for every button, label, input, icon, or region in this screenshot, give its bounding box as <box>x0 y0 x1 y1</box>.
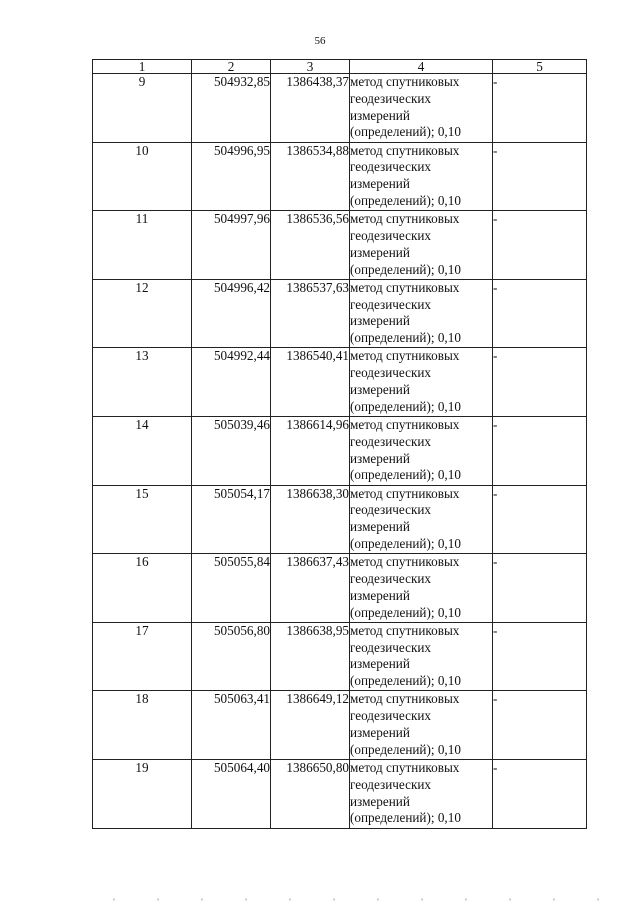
y-coordinate-cell: 1386650,80 <box>271 759 350 828</box>
y-coordinate-cell: 1386537,63 <box>271 279 350 348</box>
table-row <box>93 691 587 760</box>
note-cell: - <box>493 691 587 760</box>
point-number-cell: 18 <box>93 691 192 760</box>
method-line: геодезических <box>350 227 432 243</box>
x-coordinate-cell: 504997,96 <box>192 211 271 280</box>
x-coordinate-cell: 505039,46 <box>192 416 271 485</box>
header-col-2: 2 <box>192 60 271 74</box>
point-number-cell: 10 <box>93 142 192 211</box>
method-line: метод спутниковых <box>350 759 460 775</box>
note-cell: - <box>493 74 587 143</box>
method-line: измерений <box>350 381 410 397</box>
note-cell: - <box>493 348 587 417</box>
table-row <box>93 279 587 348</box>
method-line: измерений <box>350 107 410 123</box>
method-line: геодезических <box>350 776 432 792</box>
x-coordinate-cell: 505063,41 <box>192 691 271 760</box>
y-coordinate-cell: 1386540,41 <box>271 348 350 417</box>
header-col-4: 4 <box>350 60 493 74</box>
y-coordinate-cell: 1386637,43 <box>271 554 350 623</box>
method-line: (определений); 0,10 <box>350 261 461 277</box>
point-number-cell: 15 <box>93 485 192 554</box>
method-line: (определений); 0,10 <box>350 810 461 826</box>
method-cell <box>350 416 493 485</box>
note-cell: - <box>493 622 587 691</box>
scan-artifact-marks <box>92 898 612 901</box>
method-line: геодезических <box>350 708 432 724</box>
note-cell: - <box>493 142 587 211</box>
method-line: измерений <box>350 724 410 740</box>
method-cell <box>350 211 493 280</box>
header-col-1: 1 <box>93 60 192 74</box>
table-row <box>93 211 587 280</box>
method-line: (определений); 0,10 <box>350 330 461 346</box>
method-line: (определений); 0,10 <box>350 604 461 620</box>
method-cell <box>350 348 493 417</box>
method-line: метод спутниковых <box>350 348 460 364</box>
point-number-cell: 11 <box>93 211 192 280</box>
y-coordinate-cell: 1386438,37 <box>271 74 350 143</box>
table-row <box>93 348 587 417</box>
table-row <box>93 74 587 143</box>
y-coordinate-cell: 1386638,95 <box>271 622 350 691</box>
method-line: измерений <box>350 793 410 809</box>
method-line: геодезических <box>350 159 432 175</box>
y-coordinate-cell: 1386534,88 <box>271 142 350 211</box>
method-line: (определений); 0,10 <box>350 124 461 140</box>
table-body <box>93 74 587 829</box>
point-number-cell: 17 <box>93 622 192 691</box>
y-coordinate-cell: 1386536,56 <box>271 211 350 280</box>
method-line: (определений); 0,10 <box>350 673 461 689</box>
table-header <box>93 60 587 74</box>
method-line: (определений); 0,10 <box>350 192 461 208</box>
method-line: измерений <box>350 519 410 535</box>
method-line: геодезических <box>350 570 432 586</box>
method-line: геодезических <box>350 296 432 312</box>
method-cell <box>350 691 493 760</box>
method-line: (определений); 0,10 <box>350 467 461 483</box>
x-coordinate-cell: 505054,17 <box>192 485 271 554</box>
method-line: геодезических <box>350 90 432 106</box>
method-line: метод спутниковых <box>350 74 460 89</box>
note-cell: - <box>493 759 587 828</box>
point-number-cell: 13 <box>93 348 192 417</box>
header-col-3: 3 <box>271 60 350 74</box>
method-line: метод спутниковых <box>350 416 460 432</box>
method-cell <box>350 622 493 691</box>
note-cell: - <box>493 554 587 623</box>
note-cell: - <box>493 485 587 554</box>
method-line: геодезических <box>350 502 432 518</box>
method-cell <box>350 74 493 143</box>
method-line: метод спутниковых <box>350 485 460 501</box>
header-row <box>93 60 587 74</box>
table-row <box>93 622 587 691</box>
method-line: метод спутниковых <box>350 211 460 227</box>
note-cell: - <box>493 416 587 485</box>
method-line: (определений); 0,10 <box>350 741 461 757</box>
coordinates-table <box>92 59 587 829</box>
method-line: измерений <box>350 587 410 603</box>
method-line: измерений <box>350 656 410 672</box>
note-cell: - <box>493 279 587 348</box>
method-cell <box>350 554 493 623</box>
method-line: метод спутниковых <box>350 622 460 638</box>
method-cell <box>350 142 493 211</box>
x-coordinate-cell: 504932,85 <box>192 74 271 143</box>
method-line: геодезических <box>350 433 432 449</box>
point-number-cell: 9 <box>93 74 192 143</box>
method-cell <box>350 279 493 348</box>
method-line: геодезических <box>350 639 432 655</box>
method-line: измерений <box>350 450 410 466</box>
table-row <box>93 416 587 485</box>
x-coordinate-cell: 505064,40 <box>192 759 271 828</box>
method-line: геодезических <box>350 365 432 381</box>
y-coordinate-cell: 1386649,12 <box>271 691 350 760</box>
method-line: измерений <box>350 313 410 329</box>
point-number-cell: 16 <box>93 554 192 623</box>
page-number: 56 <box>314 35 326 47</box>
method-cell <box>350 485 493 554</box>
point-number-cell: 12 <box>93 279 192 348</box>
method-line: метод спутниковых <box>350 279 460 295</box>
x-coordinate-cell: 505056,80 <box>192 622 271 691</box>
x-coordinate-cell: 505055,84 <box>192 554 271 623</box>
method-cell <box>350 759 493 828</box>
table-row <box>93 554 587 623</box>
header-col-5: 5 <box>493 60 587 74</box>
method-line: метод спутниковых <box>350 554 460 570</box>
method-line: (определений); 0,10 <box>350 398 461 414</box>
y-coordinate-cell: 1386638,30 <box>271 485 350 554</box>
table-row <box>93 485 587 554</box>
method-line: измерений <box>350 176 410 192</box>
x-coordinate-cell: 504996,42 <box>192 279 271 348</box>
method-line: метод спутниковых <box>350 691 460 707</box>
table-row <box>93 142 587 211</box>
x-coordinate-cell: 504996,95 <box>192 142 271 211</box>
point-number-cell: 14 <box>93 416 192 485</box>
y-coordinate-cell: 1386614,96 <box>271 416 350 485</box>
note-cell: - <box>493 211 587 280</box>
method-line: метод спутниковых <box>350 142 460 158</box>
method-line: (определений); 0,10 <box>350 535 461 551</box>
x-coordinate-cell: 504992,44 <box>192 348 271 417</box>
point-number-cell: 19 <box>93 759 192 828</box>
table-row <box>93 759 587 828</box>
method-line: измерений <box>350 244 410 260</box>
